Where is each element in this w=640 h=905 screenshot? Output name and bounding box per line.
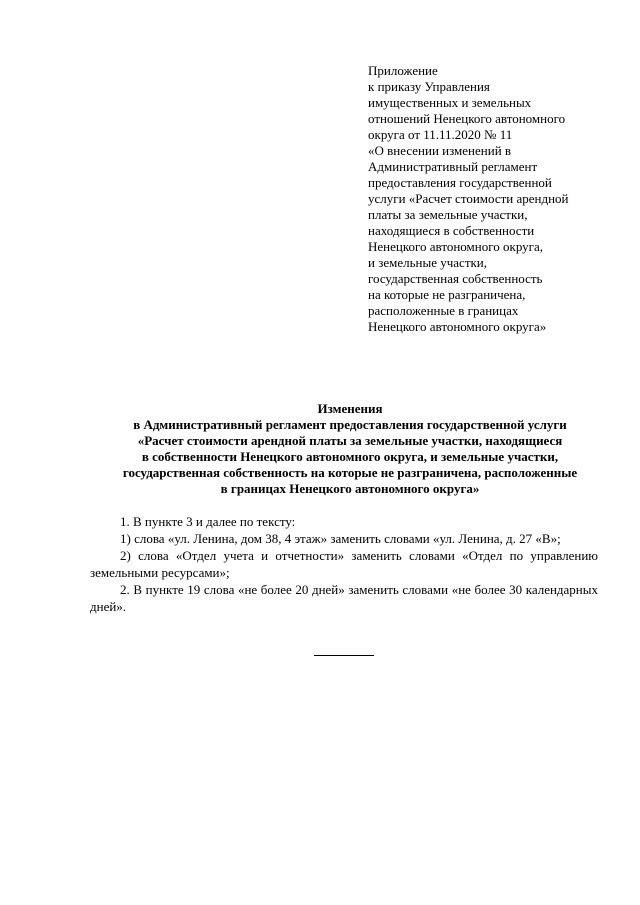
- appendix-line: отношений Ненецкого автономного: [368, 111, 566, 126]
- appendix-line: имущественных и земельных: [368, 95, 532, 110]
- appendix-line: «О внесении изменений в: [368, 143, 512, 158]
- title-line: в Административный регламент предоставления государственной услуги: [133, 417, 567, 432]
- appendix-header: [368, 63, 608, 335]
- appendix-line: и земельные участки,: [368, 255, 488, 270]
- appendix-line: предоставления государственной: [368, 175, 552, 190]
- appendix-line: Административный регламент: [368, 159, 538, 174]
- body-paragraph: 1) слова «ул. Ленина, дом 38, 4 этаж» заменить словами «ул. Ленина, д. 27 «В»;: [120, 531, 561, 546]
- appendix-line: платы за земельные участки,: [368, 207, 528, 222]
- appendix-line: расположенные в границах: [368, 303, 519, 318]
- appendix-line: на которые не разграничена,: [368, 287, 526, 302]
- appendix-line: Ненецкого автономного округа,: [368, 239, 543, 254]
- title-line: в границах Ненецкого автономного округа»: [220, 481, 480, 496]
- title-line: государственная собственность на которые не разграничена, расположенные: [122, 465, 578, 480]
- appendix-line: Приложение: [368, 63, 438, 78]
- appendix-line: услуги «Расчет стоимости арендной: [368, 191, 569, 206]
- body-paragraph: 1. В пункте 3 и далее по тексту:: [120, 514, 296, 529]
- document-title: [90, 401, 610, 497]
- appendix-line: к приказу Управления: [368, 79, 490, 94]
- document-body: [90, 513, 598, 615]
- title-line: Изменения: [317, 401, 383, 416]
- appendix-line: государственная собственность: [368, 271, 543, 286]
- appendix-line: Ненецкого автономного округа»: [368, 319, 547, 334]
- body-paragraph: 2) слова «Отдел учета и отчетности» заменить словами «Отдел по управлению земельными ресурсами»;: [90, 548, 598, 580]
- appendix-line: находящиеся в собственности: [368, 223, 535, 238]
- body-paragraph: 2. В пункте 19 слова «не более 20 дней» заменить словами «не более 30 календарных дней».: [90, 582, 598, 614]
- title-line: «Расчет стоимости арендной платы за земельные участки, находящиеся: [137, 433, 563, 448]
- title-line: в собственности Ненецкого автономного округа, и земельные участки,: [141, 449, 559, 464]
- closing-separator-line: [314, 655, 374, 656]
- appendix-line: округа от 11.11.2020 № 11: [368, 127, 513, 142]
